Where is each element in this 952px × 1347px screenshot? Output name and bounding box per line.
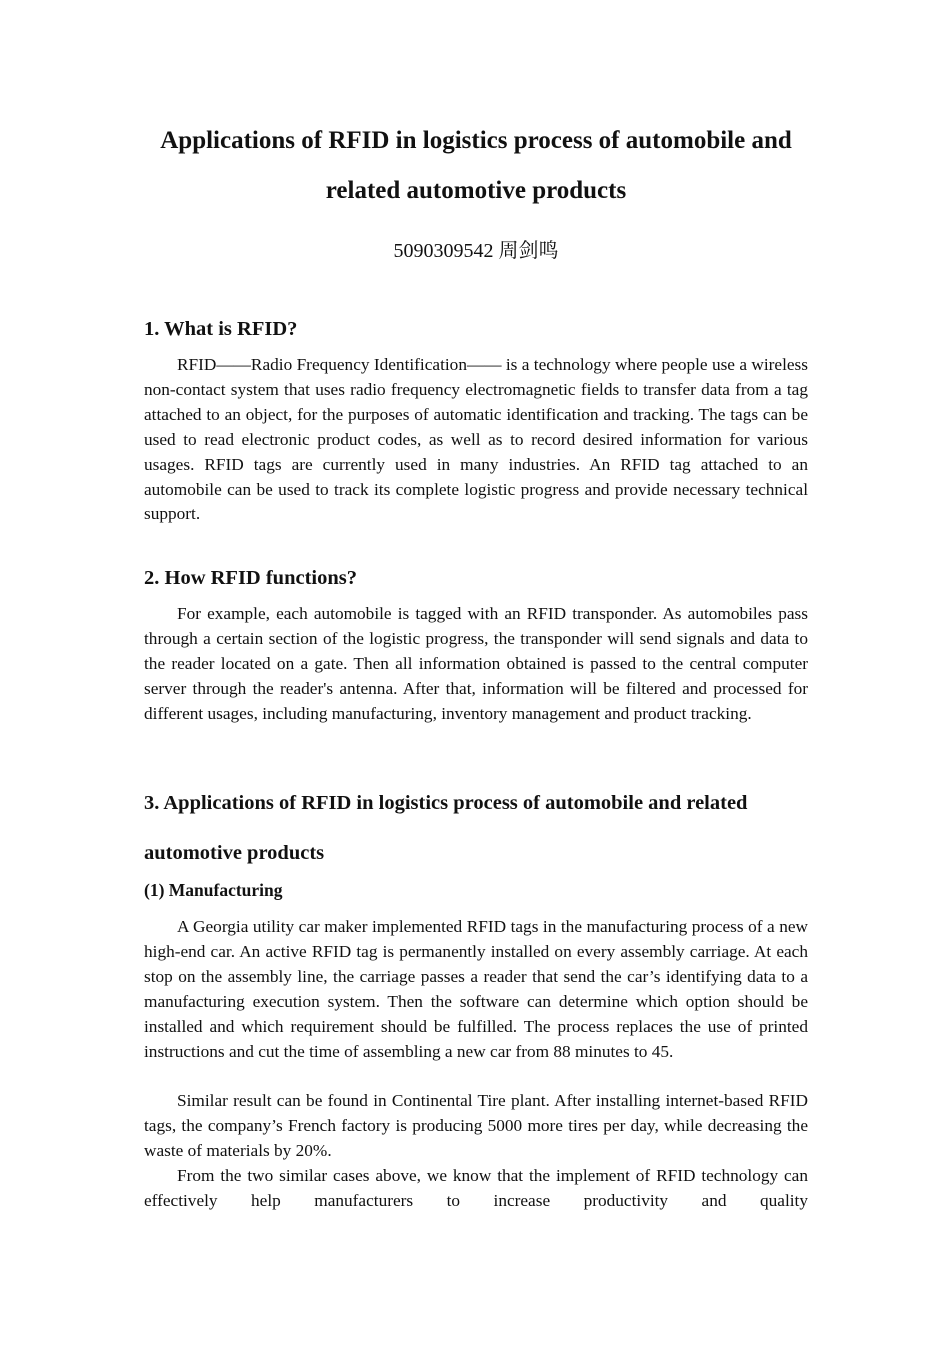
section-3-heading-line-1: 3. Applications of RFID in logistics process of automobile and related [144, 792, 748, 814]
section-2-paragraph: For example, each automobile is tagged with an RFID transponder. As automobiles pass through a certain section of the logistic progress, the transponder will send signals and data to the reader located on a gate. Then all information obtained is passed to the central computer server through the reader's antenna. After that, information will be filtered and processed for different usages, including manufacturing, inventory management and product tracking. [144, 604, 808, 723]
section-1-heading: 1. What is RFID? [144, 318, 298, 340]
manufacturing-subheading: (1) Manufacturing [144, 880, 283, 900]
section-2-heading: 2. How RFID functions? [144, 567, 357, 589]
manufacturing-paragraph-2: Similar result can be found in Continental Tire plant. After installing internet-based RFID tags, the company’s French factory is producing 5000 more tires per day, while decreasing the waste of materials by 20%. [144, 1091, 808, 1160]
manufacturing-paragraph-1: A Georgia utility car maker implemented RFID tags in the manufacturing process of a new high-end car. An active RFID tag is permanently installed on every assembly carriage. At each stop on the assembly line, the carriage passes a reader that send the car’s identifying data to a manufacturing execution system. Then the software can determine which option should be installed and which requirement should be fulfilled. The process replaces the use of printed instructions and cut the time of assembling a new car from 88 minutes to 45. [144, 917, 808, 1061]
author-line: 5090309542 周剑鸣 [393, 240, 559, 262]
section-1-paragraph: RFID——Radio Frequency Identification—— is a technology where people use a wireless non-contact system that uses radio frequency electromagnetic fields to transfer data from a tag attached to an object, for the purposes of automatic identification and tracking. The tags can be used to read electronic product codes, as well as to record desired information for various usages. RFID tags are currently used in many industries. An RFID tag attached to an automobile can be used to track its complete logistic progress and provide necessary technical support. [144, 355, 808, 524]
section-3-heading-line-2: automotive products [144, 842, 325, 864]
manufacturing-paragraph-3: From the two similar cases above, we know that the implement of RFID technology can effectively help manufacturers to increase productivity and quality [144, 1166, 808, 1210]
document-title-line-1: Applications of RFID in logistics process of automobile and [160, 127, 792, 154]
document-title-line-2: related automotive products [325, 177, 627, 204]
